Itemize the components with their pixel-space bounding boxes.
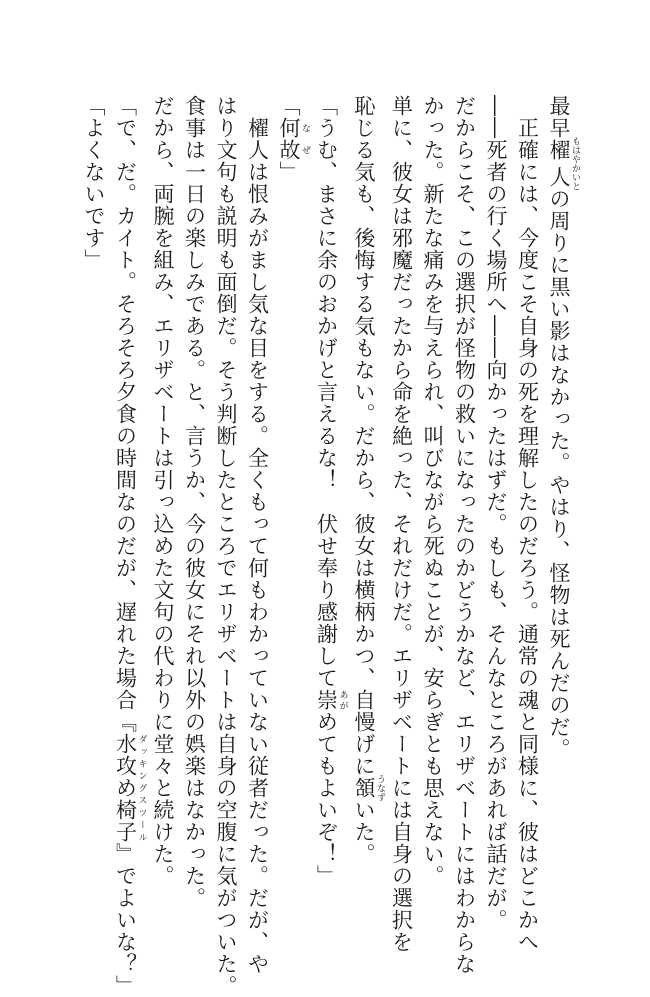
text-line-10: 櫂人は恨みがまし気な目をする。全くもって何もわかっていない従者だった。だが、や	[245, 95, 270, 975]
text-line-1: 最早櫂人 もはやかいとの周りに黒い影はなかった。やはり、怪物は死んだのだ。	[547, 95, 580, 760]
ruby-aga: 崇 あが	[314, 689, 348, 711]
text-line-3: ――死者の行く場所へ――向かったはずだ。もしも、そんなところがあれば話だが。	[484, 95, 508, 931]
text-line-7: 恥じる気も、後悔する気もない。だから、彼女は横柄かつ、自慢げに頷 うなずいた。	[352, 95, 385, 865]
text-line-6: 単に、彼女は邪魔だったから命を絶った、それだけだ。エリザベートには自身の選択を	[389, 95, 414, 953]
ruby-kaito: 櫂人 もはやかいと	[547, 136, 580, 191]
text-line-8: 「うむ、まさに余のおかげと言えるな！ 伏せ奉り感謝して崇 あがめてもよいぞ！」	[314, 95, 348, 887]
text-line-13: だから、両腕を組み、エリザベートは引っ込めた文句の代わりに堂々と続けた。	[151, 95, 175, 887]
text-line-14: 「で、だ。カイト。そろそろ夕食の時間なのだが、遅れた場合『水攻め椅子 ダッキングスツール』でよいな？」	[113, 95, 147, 997]
ruby-unazu: 頷 うなず	[352, 774, 385, 802]
text-line-11: はり文句も説明も面倒だ。そう判断したところでエリザベートは自身の空腹に気がついた。	[214, 95, 238, 997]
ruby-ducking-stool: 水攻め椅子 ダッキングスツール	[113, 733, 147, 843]
text-line-2: 正確には、今度こそ自身の死を理解したのだろう。通常の魂と同様に、彼はどこかへ	[515, 95, 540, 953]
text-line-5: かった。新たな痛みを与えられ、叫びながら死ぬことが、安らぎとも思えない。	[421, 95, 445, 887]
ruby-naze: 何故 なぜ	[277, 117, 310, 161]
text-line-12: 食事は一日の楽しみである。と、言うか、今の彼女にそれ以外の娯楽はなかった。	[182, 95, 207, 909]
text-line-4: だからこそ、この選択が怪物の救いになったのかどうかなど、エリザベートにはわからな	[452, 95, 477, 975]
vertical-text-block	[78, 95, 581, 997]
text-line-9: 「何故 なぜ」	[277, 95, 310, 183]
text-line-15: 「よくないです」	[82, 95, 106, 271]
